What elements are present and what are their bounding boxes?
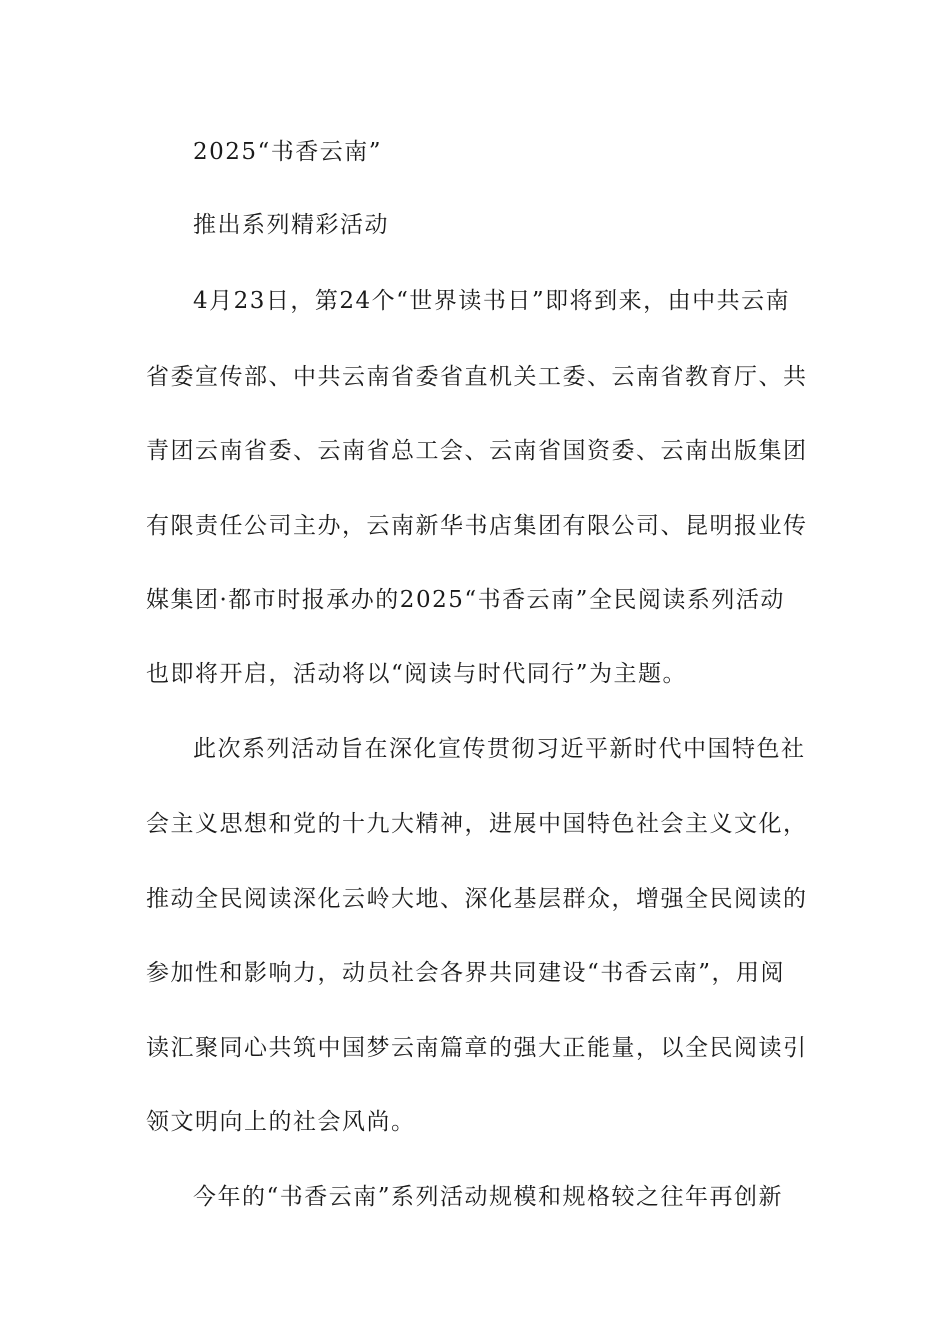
paragraph-2-line: 会主义思想和党的十九大精神，进展中国特色社会主义文化， — [146, 811, 808, 837]
title-line-1: 2025“书香云南” — [193, 139, 383, 165]
paragraph-2-line: 读汇聚同心共筑中国梦云南篇章的强大正能量，以全民阅读引 — [146, 1035, 808, 1061]
paragraph-1-line: 省委宣传部、中共云南省委省直机关工委、云南省教育厅、共 — [146, 364, 808, 390]
paragraph-2-line: 推动全民阅读深化云岭大地、深化基层群众，增强全民阅读的 — [146, 886, 808, 912]
paragraph-1-line: 也即将开启，活动将以“阅读与时代同行”为主题。 — [146, 661, 688, 687]
paragraph-1-line: 媒集团·都市时报承办的2025“书香云南”全民阅读系列活动 — [146, 587, 785, 613]
paragraph-2-line: 此次系列活动旨在深化宣传贯彻习近平新时代中国特色社 — [193, 736, 806, 762]
title-line-2: 推出系列精彩活动 — [193, 212, 389, 238]
paragraph-2-line: 参加性和影响力，动员社会各界共同建设“书香云南”，用阅 — [146, 960, 786, 986]
paragraph-2-line: 领文明向上的社会风尚。 — [146, 1109, 416, 1135]
paragraph-1-line: 4月23日，第24个“世界读书日”即将到来，由中共云南 — [193, 288, 791, 314]
paragraph-1-line: 青团云南省委、云南省总工会、云南省国资委、云南出版集团 — [146, 438, 808, 464]
paragraph-3-line: 今年的“书香云南”系列活动规模和规格较之往年再创新 — [193, 1184, 784, 1210]
paragraph-1-line: 有限责任公司主办，云南新华书店集团有限公司、昆明报业传 — [146, 513, 808, 539]
